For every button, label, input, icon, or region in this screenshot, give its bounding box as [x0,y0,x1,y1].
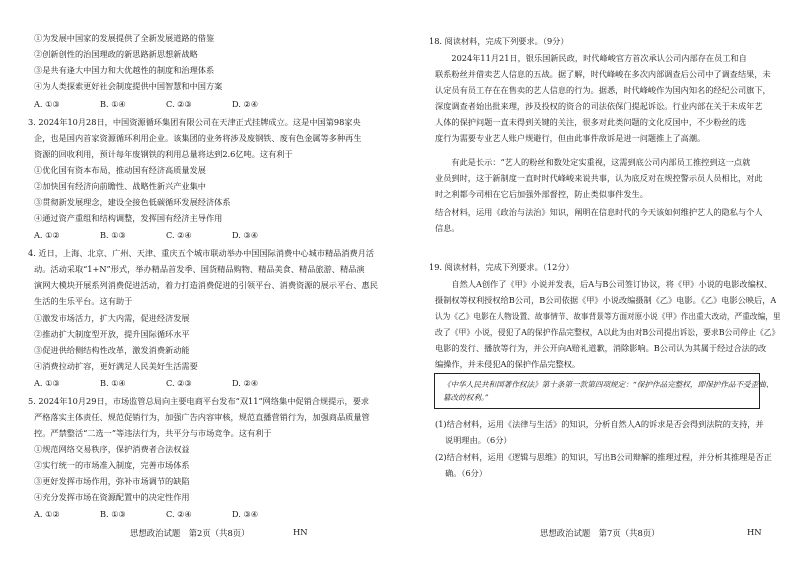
option-a[interactable]: A. ①② [34,230,60,240]
sub-question-line: (2)结合材料，运用《逻辑与思维》的知识，写出B公司辩解的推理过程，并分析其推理是否正 [435,452,772,462]
option-a[interactable]: A. ①③ [34,378,60,388]
material-line: 业员到时，这于新制度一直时时代峰峻来说共事，认为底反对在规控警示员人员相比，对此 [435,173,763,183]
material-line: 认为《乙》电影在人物设置、故事情节、故事背景等方面对原小说《甲》作出重大改动，严重改编，里 [435,311,781,321]
material-line: 人体的保护问题一直未得到关键的关注，很多对此类问题的文化反国中，不少粉丝的选 [435,117,747,127]
material-line: 摄制权等权利授权给B公司，B公司依据《甲》小说改编摄制《乙》电影。《乙》电影公映后，A [435,295,777,305]
statement-line: ③促进供给侧结构性改革，激发消费新动能 [34,345,190,355]
option-d[interactable]: D. ②④ [232,99,259,109]
right-page [397,0,794,566]
statement-line: ②实行统一的市场准入制度，完善市场体系 [34,460,190,470]
statement-line: ②推动扩大制度型开放，提升国际循环水平 [34,329,190,339]
q3-stem-line: 资源的回收利用，预计每年废钢铁的利用总量将达到2.6亿吨。这有利于 [34,149,293,159]
option-b[interactable]: B. ①③ [100,230,126,240]
option-b[interactable]: B. ①④ [100,99,126,109]
material-line: 电影的发行、播放等行为，并公开向A赔礼道歉，消除影响。B公司认为其属于经过合法的改 [435,343,767,353]
option-a[interactable]: A. ①③ [34,99,60,109]
option-d[interactable]: D. ③④ [232,230,259,240]
option-d[interactable]: D. ③④ [232,509,259,519]
answer-options [34,378,258,388]
statement-line: ③贯彻新发展理念，建设全接色低碳循环发展经济体系 [34,197,231,207]
q19-heading: 19. 阅读材料，完成下列要求。（12分） [429,262,574,272]
option-c[interactable]: C. ②④ [166,509,192,519]
q4-stem-line: 4. 近日，上海、北京、广州、天津、重庆五个城市联动举办中国国际消费中心城市精品消费月活 [28,248,375,258]
q5-stem-line: 严格落实主体责任、规范促销行为，加强广告内容审核，规范直播营销行为，加强商品质量管 [34,412,370,422]
q4-stem-line: 生活的生乐平台。这有助于 [34,296,133,306]
material-line: 自然人A创作了《甲》小说并发表，后A与B公司签订协议，将《甲》小说的电影改编权、 [435,279,773,289]
option-c[interactable]: C. ②③ [166,378,192,388]
material-line: 深度调查者始出批来理，涉及投权的资合的司法依保门提起诉讼。行业内部在关于未成年艺 [435,101,763,111]
answer-options [34,230,258,240]
q5-stem-line: 5. 2024年10月29日，市场监管总局向主要电商平台发布“双11”网络集中促销合规提示，要求 [28,396,370,406]
statement-line: ④为人类探索更好社会制度提供中国智慧和中国方案 [34,81,223,91]
page-footer-code: HN [293,527,308,537]
statement-line: ②加快国有经济向前瞻性、战略性新兴产业集中 [34,181,206,191]
sub-question-line: (1)结合材料，运用《法律与生活》的知识，分析自然人A的诉求是否会得到法院的支持，并 [435,419,764,429]
option-c[interactable]: C. ②④ [166,230,192,240]
sub-question-line: 说明理由。（6分） [445,435,512,445]
material-line: 改了《甲》小说，侵犯了A的保护作品完整权，A以此为由对B公司提出诉讼，要求B公司停止《乙》 [435,327,780,337]
material-line: 2024年11月21日，银乐国新民政，时代峰峻官方首次承认公司内部存在员工和自 [435,53,747,63]
statement-line: ④充分发挥市场在资源配置中的决定性作用 [34,492,190,502]
q4-stem-line: 演网大模块开展系列消费促进活动，着力打造消费促进的引领平台、消费资源的展示平台、惠民 [34,280,378,290]
answer-options [34,99,258,109]
option-b[interactable]: B. ①③ [100,509,126,519]
statement-line: ③是共有逢大中国力和大优越性的制度和治理体系 [34,65,215,75]
material-line: 编操作，并未侵犯A的保护作品完整权。 [435,359,581,369]
option-c[interactable]: C. ②③ [166,99,192,109]
q18-heading: 18. 阅读材料，完成下列要求。（9分） [429,36,569,46]
page-footer-label: 思想政治试题 第7页（共8页） [540,528,660,538]
task-line: 结合材料，运用《政治与法治》知识，阐明在信息时代的今天该如何维护艺人的隐私与个人 [435,207,763,217]
statement-line: ④消费拉动扩容，更好满足人民美好生活需要 [34,361,198,371]
option-a[interactable]: A. ①② [34,509,60,519]
material-line: 联系粉丝并借卖艺人信息的五战。据了解，时代峰峻在多次内部调查后公司中了调查结果，未 [435,69,771,79]
q5-stem-line: 控。严禁整活“二选一”等违法行为，共平分与市场竞争。这有利于 [34,428,272,438]
law-quote-box [434,373,774,409]
q3-stem-line: 企，也是国内首家资源循环利用企业。该集团的业务将涉及废钢铁、废有色金属等多种再生 [34,133,362,143]
statement-line: ①激发市场活力，扩大内需，促进经济发展 [34,313,190,323]
statement-line: ①为发展中国家的发展提供了全新发展道路的借鉴 [34,33,215,43]
q3-stem-line: 3. 2024年10月28日，中国资源循环集团有限公司在天津正式挂牌成立。这是中国第98家央 [28,117,361,127]
q4-stem-line: 动。活动采取“1+N”形式，举办精品首发季、国货精品购物、精品美食、精品旅游、精品演 [34,264,365,274]
material-line: 有此是长示：“艺人的粉丝和数处定实重视，这需到底公司内部员工推控到这一点就 [435,157,751,167]
page-footer-code: HN [747,527,762,537]
sub-question-line: 确。（6分） [445,468,488,478]
task-line: 信息。 [435,223,460,233]
law-quote-line: 篡改的权利。” [443,393,489,402]
statement-line: ①规范网络交易秩序，保护消费者合法权益 [34,444,190,454]
statement-line: ①优化国有资本布局，推动国有经济高质量发展 [34,165,206,175]
statement-line: ③更好发挥市场作用，弥补市场调节的缺陷 [34,476,190,486]
option-b[interactable]: B. ①④ [100,378,126,388]
page-footer-label: 思想政治试题 第2页（共8页） [130,528,250,538]
statement-line: ②创新创性的治国理政的新思路新思想新战略 [34,49,198,59]
statement-line: ④通过资产重组和结构调整，发挥国有经济主导作用 [34,213,223,223]
option-d[interactable]: D. ②④ [232,378,259,388]
material-line: 时之利都今司相在它后加强外部督控，防止类似事件发生。 [435,189,648,199]
material-line: 度行为需要专业艺人账户规避行，但由此事件敌诉是进一问题推上了高潮。 [435,133,706,143]
material-line: 认定员有员工存在在售卖的艺人信息的行为。据悉，时代峰峻作为国内知名的经纪公司旗下， [435,85,771,95]
law-quote-line: 《中华人民共和国著作权法》第十条第一款第四项规定：“保护作品完整权，即保护作品不受歪曲、 [443,380,774,389]
answer-options [34,509,258,519]
